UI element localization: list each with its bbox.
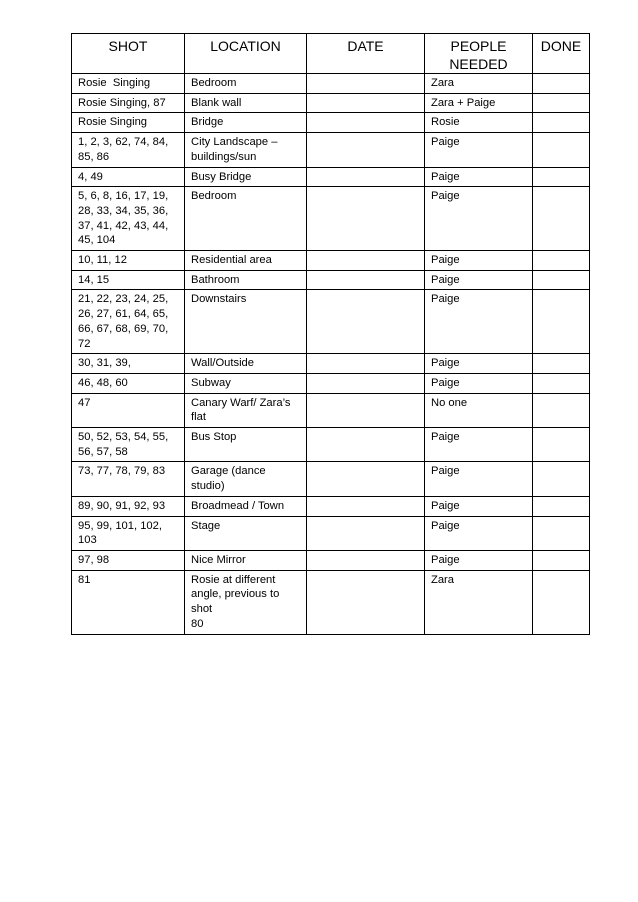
table-row xyxy=(72,290,590,354)
date-cell xyxy=(307,373,425,393)
people-needed-cell xyxy=(425,462,533,496)
people-needed-cell-text: Paige xyxy=(431,170,460,183)
people-needed-cell-text: Paige xyxy=(431,357,460,370)
done-cell xyxy=(533,428,590,462)
table-row xyxy=(72,270,590,290)
location-cell xyxy=(185,113,307,133)
done-cell xyxy=(533,93,590,113)
shot-list-table xyxy=(71,33,590,635)
done-cell xyxy=(533,187,590,251)
people-needed-cell xyxy=(425,133,533,167)
people-needed-cell-text: Paige xyxy=(431,254,460,267)
done-cell xyxy=(533,496,590,516)
date-cell xyxy=(307,133,425,167)
shot-cell-text: 73, 77, 78, 79, 83 xyxy=(78,465,166,478)
people-needed-cell xyxy=(425,290,533,354)
location-cell-text: Nice Mirror xyxy=(191,553,246,566)
people-needed-cell-text: Paige xyxy=(431,553,460,566)
date-cell xyxy=(307,428,425,462)
table-row xyxy=(72,373,590,393)
location-cell xyxy=(185,133,307,167)
people-needed-cell xyxy=(425,113,533,133)
done-cell xyxy=(533,570,590,634)
location-cell-text: Bus Stop xyxy=(191,431,237,444)
people-needed-cell-text: Paige xyxy=(431,273,460,286)
people-needed-cell-text: Paige xyxy=(431,519,460,532)
location-cell xyxy=(185,462,307,496)
date-cell xyxy=(307,354,425,374)
shot-cell xyxy=(72,393,185,427)
location-cell xyxy=(185,354,307,374)
table-header-row xyxy=(72,34,590,74)
shot-cell-text: 81 xyxy=(78,573,91,586)
people-needed-cell xyxy=(425,550,533,570)
shot-cell xyxy=(72,290,185,354)
done-cell xyxy=(533,516,590,550)
location-cell-text: City Landscape – buildings/sun xyxy=(191,136,278,163)
done-cell xyxy=(533,550,590,570)
shot-cell-text: 14, 15 xyxy=(78,273,110,286)
location-cell xyxy=(185,373,307,393)
location-cell xyxy=(185,74,307,94)
people-needed-cell-text: Paige xyxy=(431,376,460,389)
date-cell xyxy=(307,251,425,271)
table-row xyxy=(72,496,590,516)
shot-cell-text: 21, 22, 23, 24, 25, 26, 27, 61, 64, 65, 66, 67, 68, 69, 70, 72 xyxy=(78,293,169,350)
people-needed-cell-text: No one xyxy=(431,396,468,409)
date-cell xyxy=(307,462,425,496)
shot-cell xyxy=(72,113,185,133)
people-needed-cell xyxy=(425,570,533,634)
shot-cell xyxy=(72,462,185,496)
location-cell xyxy=(185,393,307,427)
shot-cell xyxy=(72,496,185,516)
people-needed-cell xyxy=(425,187,533,251)
header-location: LOCATION xyxy=(185,34,307,74)
location-cell xyxy=(185,550,307,570)
shot-cell-text: 46, 48, 60 xyxy=(78,376,128,389)
people-needed-cell xyxy=(425,251,533,271)
table-row xyxy=(72,133,590,167)
location-cell xyxy=(185,496,307,516)
people-needed-cell-text: Paige xyxy=(431,431,460,444)
table-row xyxy=(72,113,590,133)
shot-cell-text: 47 xyxy=(78,396,91,409)
people-needed-cell xyxy=(425,373,533,393)
people-needed-cell-text: Paige xyxy=(431,190,460,203)
people-needed-cell-text: Zara + Paige xyxy=(431,96,496,109)
table-row xyxy=(72,428,590,462)
location-cell-text: Bedroom xyxy=(191,190,237,203)
date-cell xyxy=(307,187,425,251)
shot-cell-text: 50, 52, 53, 54, 55, 56, 57, 58 xyxy=(78,431,169,458)
people-needed-cell xyxy=(425,354,533,374)
date-cell xyxy=(307,290,425,354)
done-cell xyxy=(533,270,590,290)
people-needed-cell xyxy=(425,428,533,462)
shot-cell xyxy=(72,251,185,271)
shot-cell xyxy=(72,93,185,113)
location-cell-text: Bathroom xyxy=(191,273,240,286)
date-cell xyxy=(307,393,425,427)
location-cell xyxy=(185,167,307,187)
date-cell xyxy=(307,570,425,634)
location-cell-text: Subway xyxy=(191,376,231,389)
table-row xyxy=(72,393,590,427)
shot-cell-text: 97, 98 xyxy=(78,553,110,566)
location-cell-text: Wall/Outside xyxy=(191,357,255,370)
people-needed-cell-text: Paige xyxy=(431,293,460,306)
shot-cell-text: Rosie Singing xyxy=(78,116,148,129)
shot-cell xyxy=(72,133,185,167)
location-cell-text: Garage (dance studio) xyxy=(191,465,269,493)
shot-cell xyxy=(72,167,185,187)
table-row xyxy=(72,187,590,251)
location-cell xyxy=(185,187,307,251)
location-cell xyxy=(185,516,307,550)
date-cell xyxy=(307,496,425,516)
location-cell-text: Downstairs xyxy=(191,293,247,306)
people-needed-cell xyxy=(425,270,533,290)
people-needed-cell-text: Paige xyxy=(431,136,460,149)
shot-cell xyxy=(72,516,185,550)
shot-cell-text: Rosie Singing, 87 xyxy=(78,96,166,109)
table-row xyxy=(72,462,590,496)
location-cell-text: Stage xyxy=(191,519,221,532)
people-needed-cell-text: Zara xyxy=(431,77,455,89)
location-cell-text: Residential area xyxy=(191,254,272,267)
location-cell xyxy=(185,290,307,354)
done-cell xyxy=(533,462,590,496)
shot-cell xyxy=(72,550,185,570)
people-needed-cell xyxy=(425,167,533,187)
people-needed-cell-text: Paige xyxy=(431,499,460,512)
shot-cell xyxy=(72,354,185,374)
date-cell xyxy=(307,74,425,94)
table-row xyxy=(72,251,590,271)
shot-cell-text: Rosie Singing xyxy=(78,77,151,89)
location-cell xyxy=(185,570,307,634)
location-cell-text: Bedroom xyxy=(191,77,237,89)
location-cell-text: Rosie at different angle, previous to shot 80 xyxy=(191,573,280,630)
people-needed-cell xyxy=(425,93,533,113)
shot-cell-text: 5, 6, 8, 16, 17, 19, 28, 33, 34, 35, 36, 37, 41, 42, 43, 44, 45, 104 xyxy=(78,190,169,247)
location-cell-text: Bridge xyxy=(191,116,224,129)
shot-cell xyxy=(72,187,185,251)
shot-cell-text: 1, 2, 3, 62, 74, 84, 85, 86 xyxy=(78,136,169,163)
date-cell xyxy=(307,516,425,550)
table-row xyxy=(72,93,590,113)
shot-cell-text: 10, 11, 12 xyxy=(78,254,127,267)
people-needed-cell xyxy=(425,516,533,550)
header-done: DONE xyxy=(533,34,590,74)
table-row xyxy=(72,516,590,550)
done-cell xyxy=(533,290,590,354)
done-cell xyxy=(533,251,590,271)
location-cell-text: Blank wall xyxy=(191,96,242,109)
date-cell xyxy=(307,270,425,290)
location-cell-text: Broadmead / Town xyxy=(191,499,285,512)
done-cell xyxy=(533,74,590,94)
done-cell xyxy=(533,373,590,393)
date-cell xyxy=(307,550,425,570)
date-cell xyxy=(307,113,425,133)
people-needed-cell xyxy=(425,496,533,516)
shot-cell xyxy=(72,74,185,94)
table-row xyxy=(72,550,590,570)
done-cell xyxy=(533,393,590,427)
shot-cell-text: 30, 31, 39, xyxy=(78,357,131,370)
people-needed-cell-text: Paige xyxy=(431,465,460,478)
done-cell xyxy=(533,167,590,187)
header-shot: SHOT xyxy=(72,34,185,74)
location-cell-text: Canary Warf/ Zara’s flat xyxy=(191,396,291,424)
people-needed-cell xyxy=(425,74,533,94)
table-row xyxy=(72,167,590,187)
done-cell xyxy=(533,354,590,374)
table-row xyxy=(72,354,590,374)
shot-cell-text: 4, 49 xyxy=(78,170,103,183)
location-cell-text: Busy Bridge xyxy=(191,170,252,183)
shot-cell-text: 89, 90, 91, 92, 93 xyxy=(78,499,166,512)
header-people-needed: PEOPLE NEEDED xyxy=(425,34,533,74)
location-cell xyxy=(185,93,307,113)
people-needed-cell-text: Rosie xyxy=(431,116,460,129)
shot-cell-text: 95, 99, 101, 102, 103 xyxy=(78,519,162,547)
shot-cell xyxy=(72,373,185,393)
shot-cell xyxy=(72,270,185,290)
location-cell xyxy=(185,270,307,290)
shot-cell xyxy=(72,570,185,634)
location-cell xyxy=(185,251,307,271)
done-cell xyxy=(533,113,590,133)
date-cell xyxy=(307,167,425,187)
shot-cell xyxy=(72,428,185,462)
table-row xyxy=(72,74,590,94)
table-body xyxy=(72,74,590,635)
people-needed-cell xyxy=(425,393,533,427)
people-needed-cell-text: Zara xyxy=(431,573,455,586)
date-cell xyxy=(307,93,425,113)
table-row xyxy=(72,570,590,634)
done-cell xyxy=(533,133,590,167)
location-cell xyxy=(185,428,307,462)
header-date: DATE xyxy=(307,34,425,74)
